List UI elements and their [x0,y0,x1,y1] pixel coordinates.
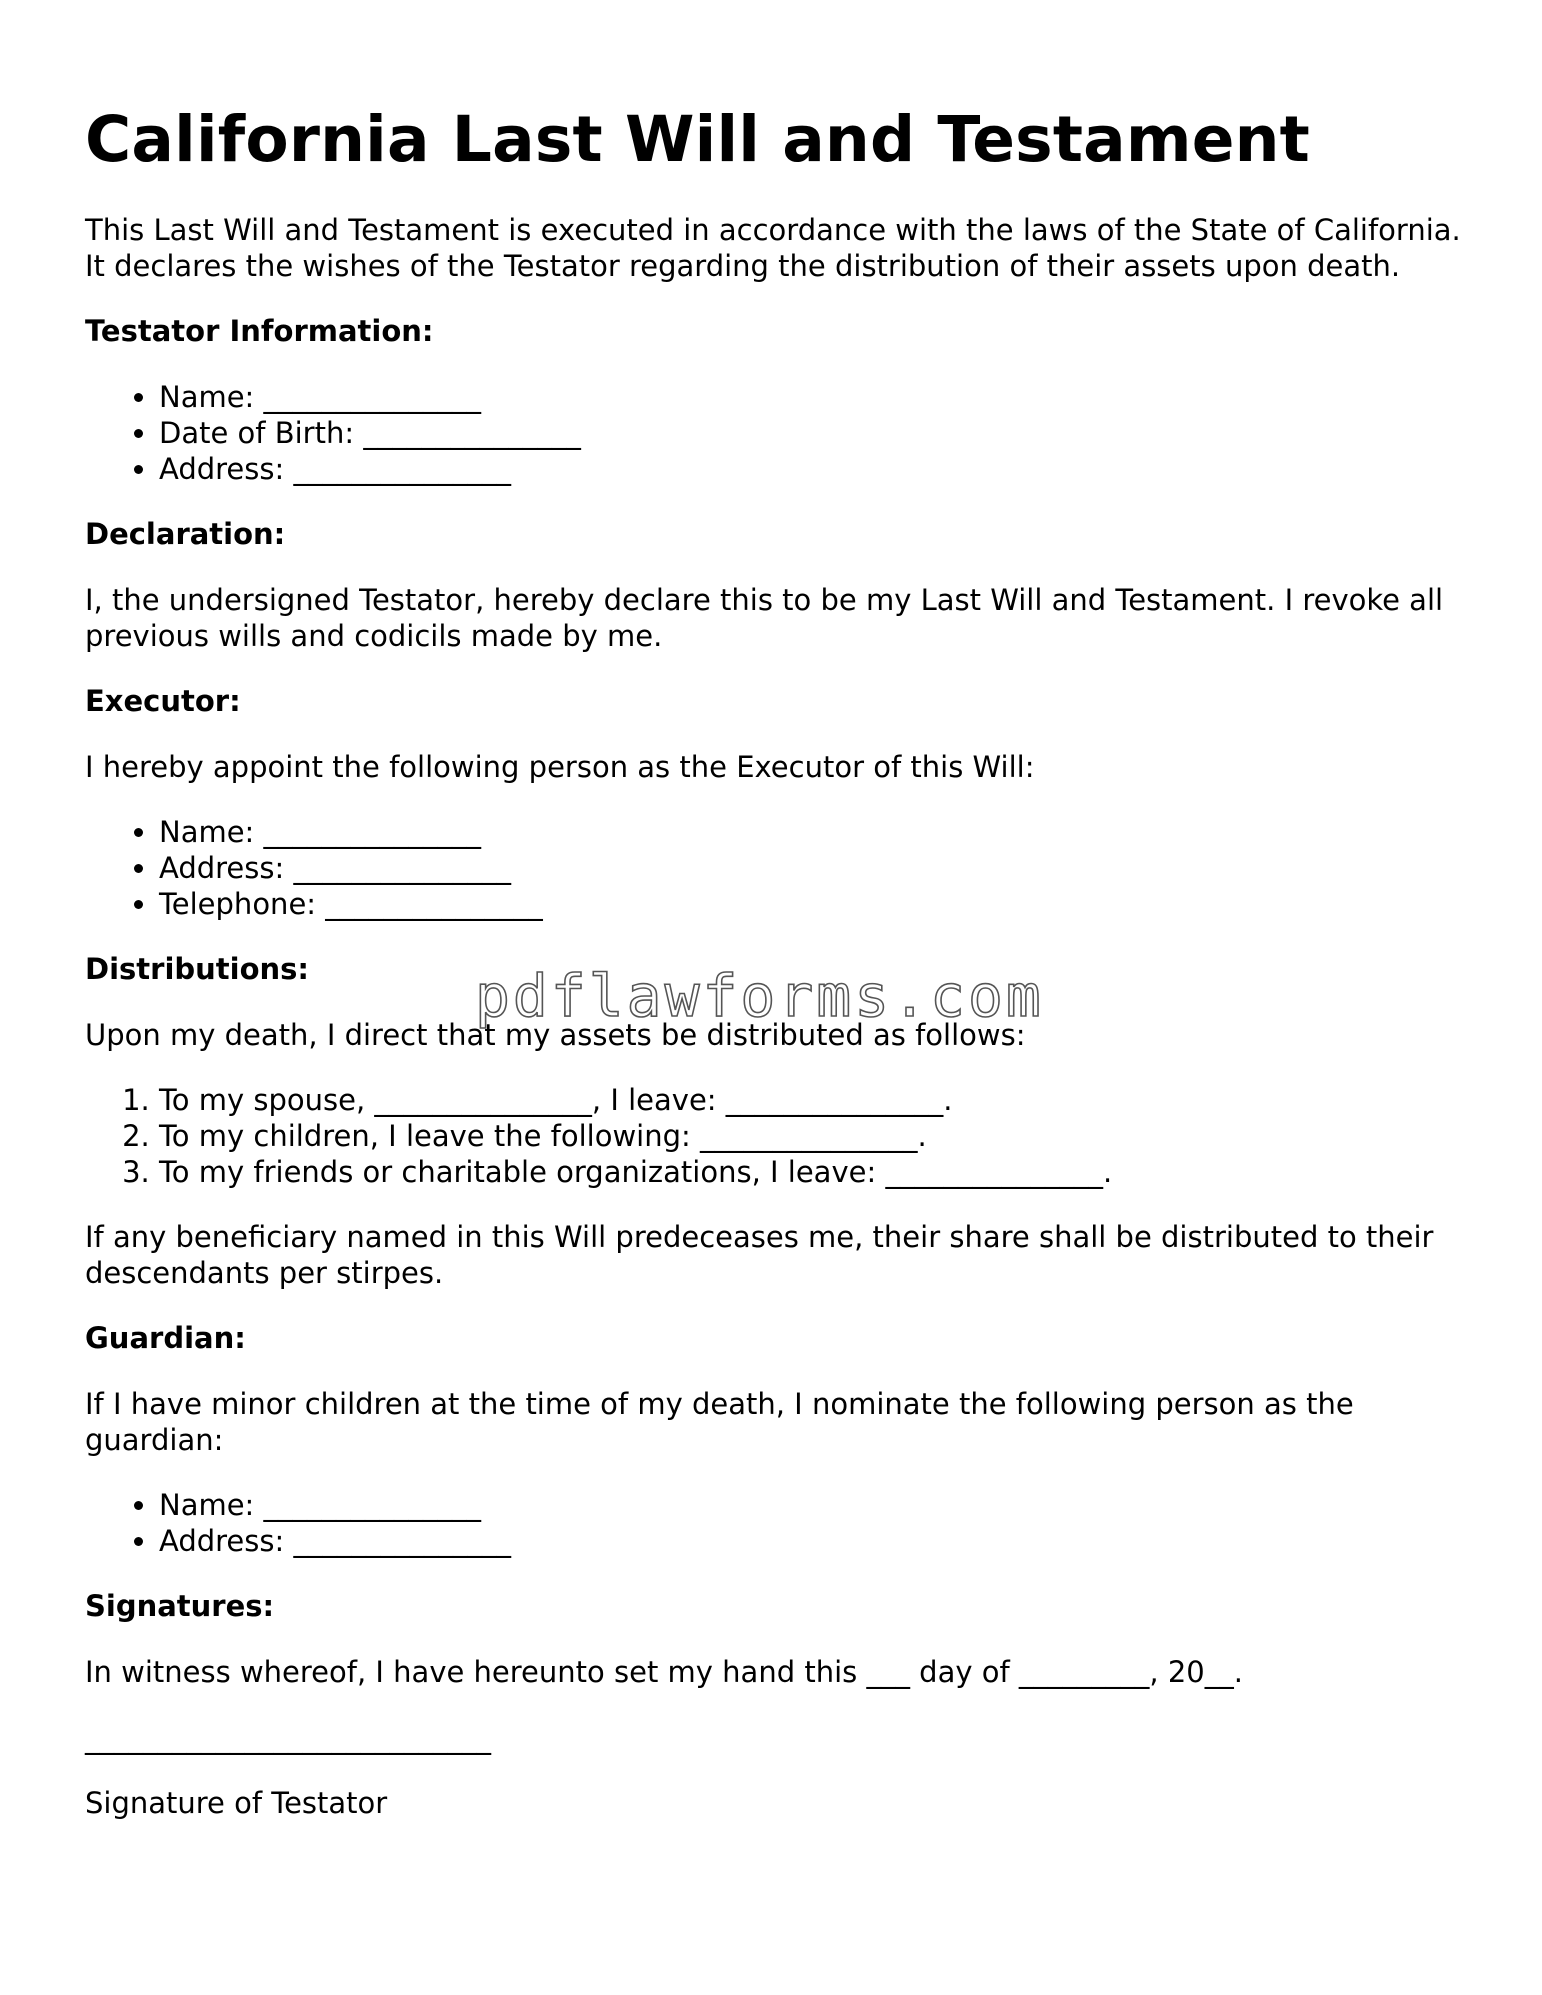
signatures-heading: Signatures: [85,1589,275,1623]
guardian-heading: Guardian: [85,1321,246,1355]
signatures-text: In witness whereof, I have hereunto set my hand this ___ day of _________, 20__. [85,1655,1243,1689]
intro-paragraph: This Last Will and Testament is executed in accordance with the laws of the State of California. It declares the wishes of the Testator regarding the distribution of their assets upon death. [85,213,1461,283]
distributions-heading: Distributions: [85,952,310,986]
executor-list [85,814,1465,922]
guardian-address-item: • Address: _______________ [159,1523,1465,1559]
signature-label: Signature of Testator [85,1786,388,1820]
executor-heading: Executor: [85,684,241,718]
declaration-text: I, the undersigned Testator, hereby declare this to be my Last Will and Testament. I revoke all previous wills and codicils made by me. [85,583,1444,653]
signature-line: ____________________________ [85,1721,491,1755]
guardian-name-item: • Name: _______________ [159,1487,1465,1523]
distributions-text: Upon my death, I direct that my assets be distributed as follows: [85,1018,1026,1052]
distribution-friends-item: 3. To my friends or charitable organizations, I leave: _______________. [159,1154,1465,1190]
testator-name-item: • Name: _______________ [159,379,1465,415]
watermark: pdflawforms.com [475,962,1044,1030]
executor-address-item: • Address: _______________ [159,850,1465,886]
distribution-spouse-item: 1. To my spouse, _______________, I leave: _______________. [159,1082,1465,1118]
executor-telephone-item: • Telephone: _______________ [159,886,1465,922]
distributions-note: If any beneficiary named in this Will predeceases me, their share shall be distributed to their descendants per stirpes. [85,1220,1434,1290]
declaration-heading: Declaration: [85,517,286,551]
executor-name-item: • Name: _______________ [159,814,1465,850]
guardian-list [85,1487,1465,1559]
document-title: California Last Will and Testament [85,103,1310,176]
distribution-children-item: 2. To my children, I leave the following: _______________. [159,1118,1465,1154]
testator-list [85,379,1465,487]
guardian-text: If I have minor children at the time of my death, I nominate the following person as the guardian: [85,1387,1354,1457]
distributions-list [85,1082,1465,1190]
testator-address-item: • Address: _______________ [159,451,1465,487]
executor-text: I hereby appoint the following person as the Executor of this Will: [85,750,1035,784]
document-page [85,100,1465,1850]
testator-dob-item: • Date of Birth: _______________ [159,415,1465,451]
testator-heading: Testator Information: [85,314,434,348]
